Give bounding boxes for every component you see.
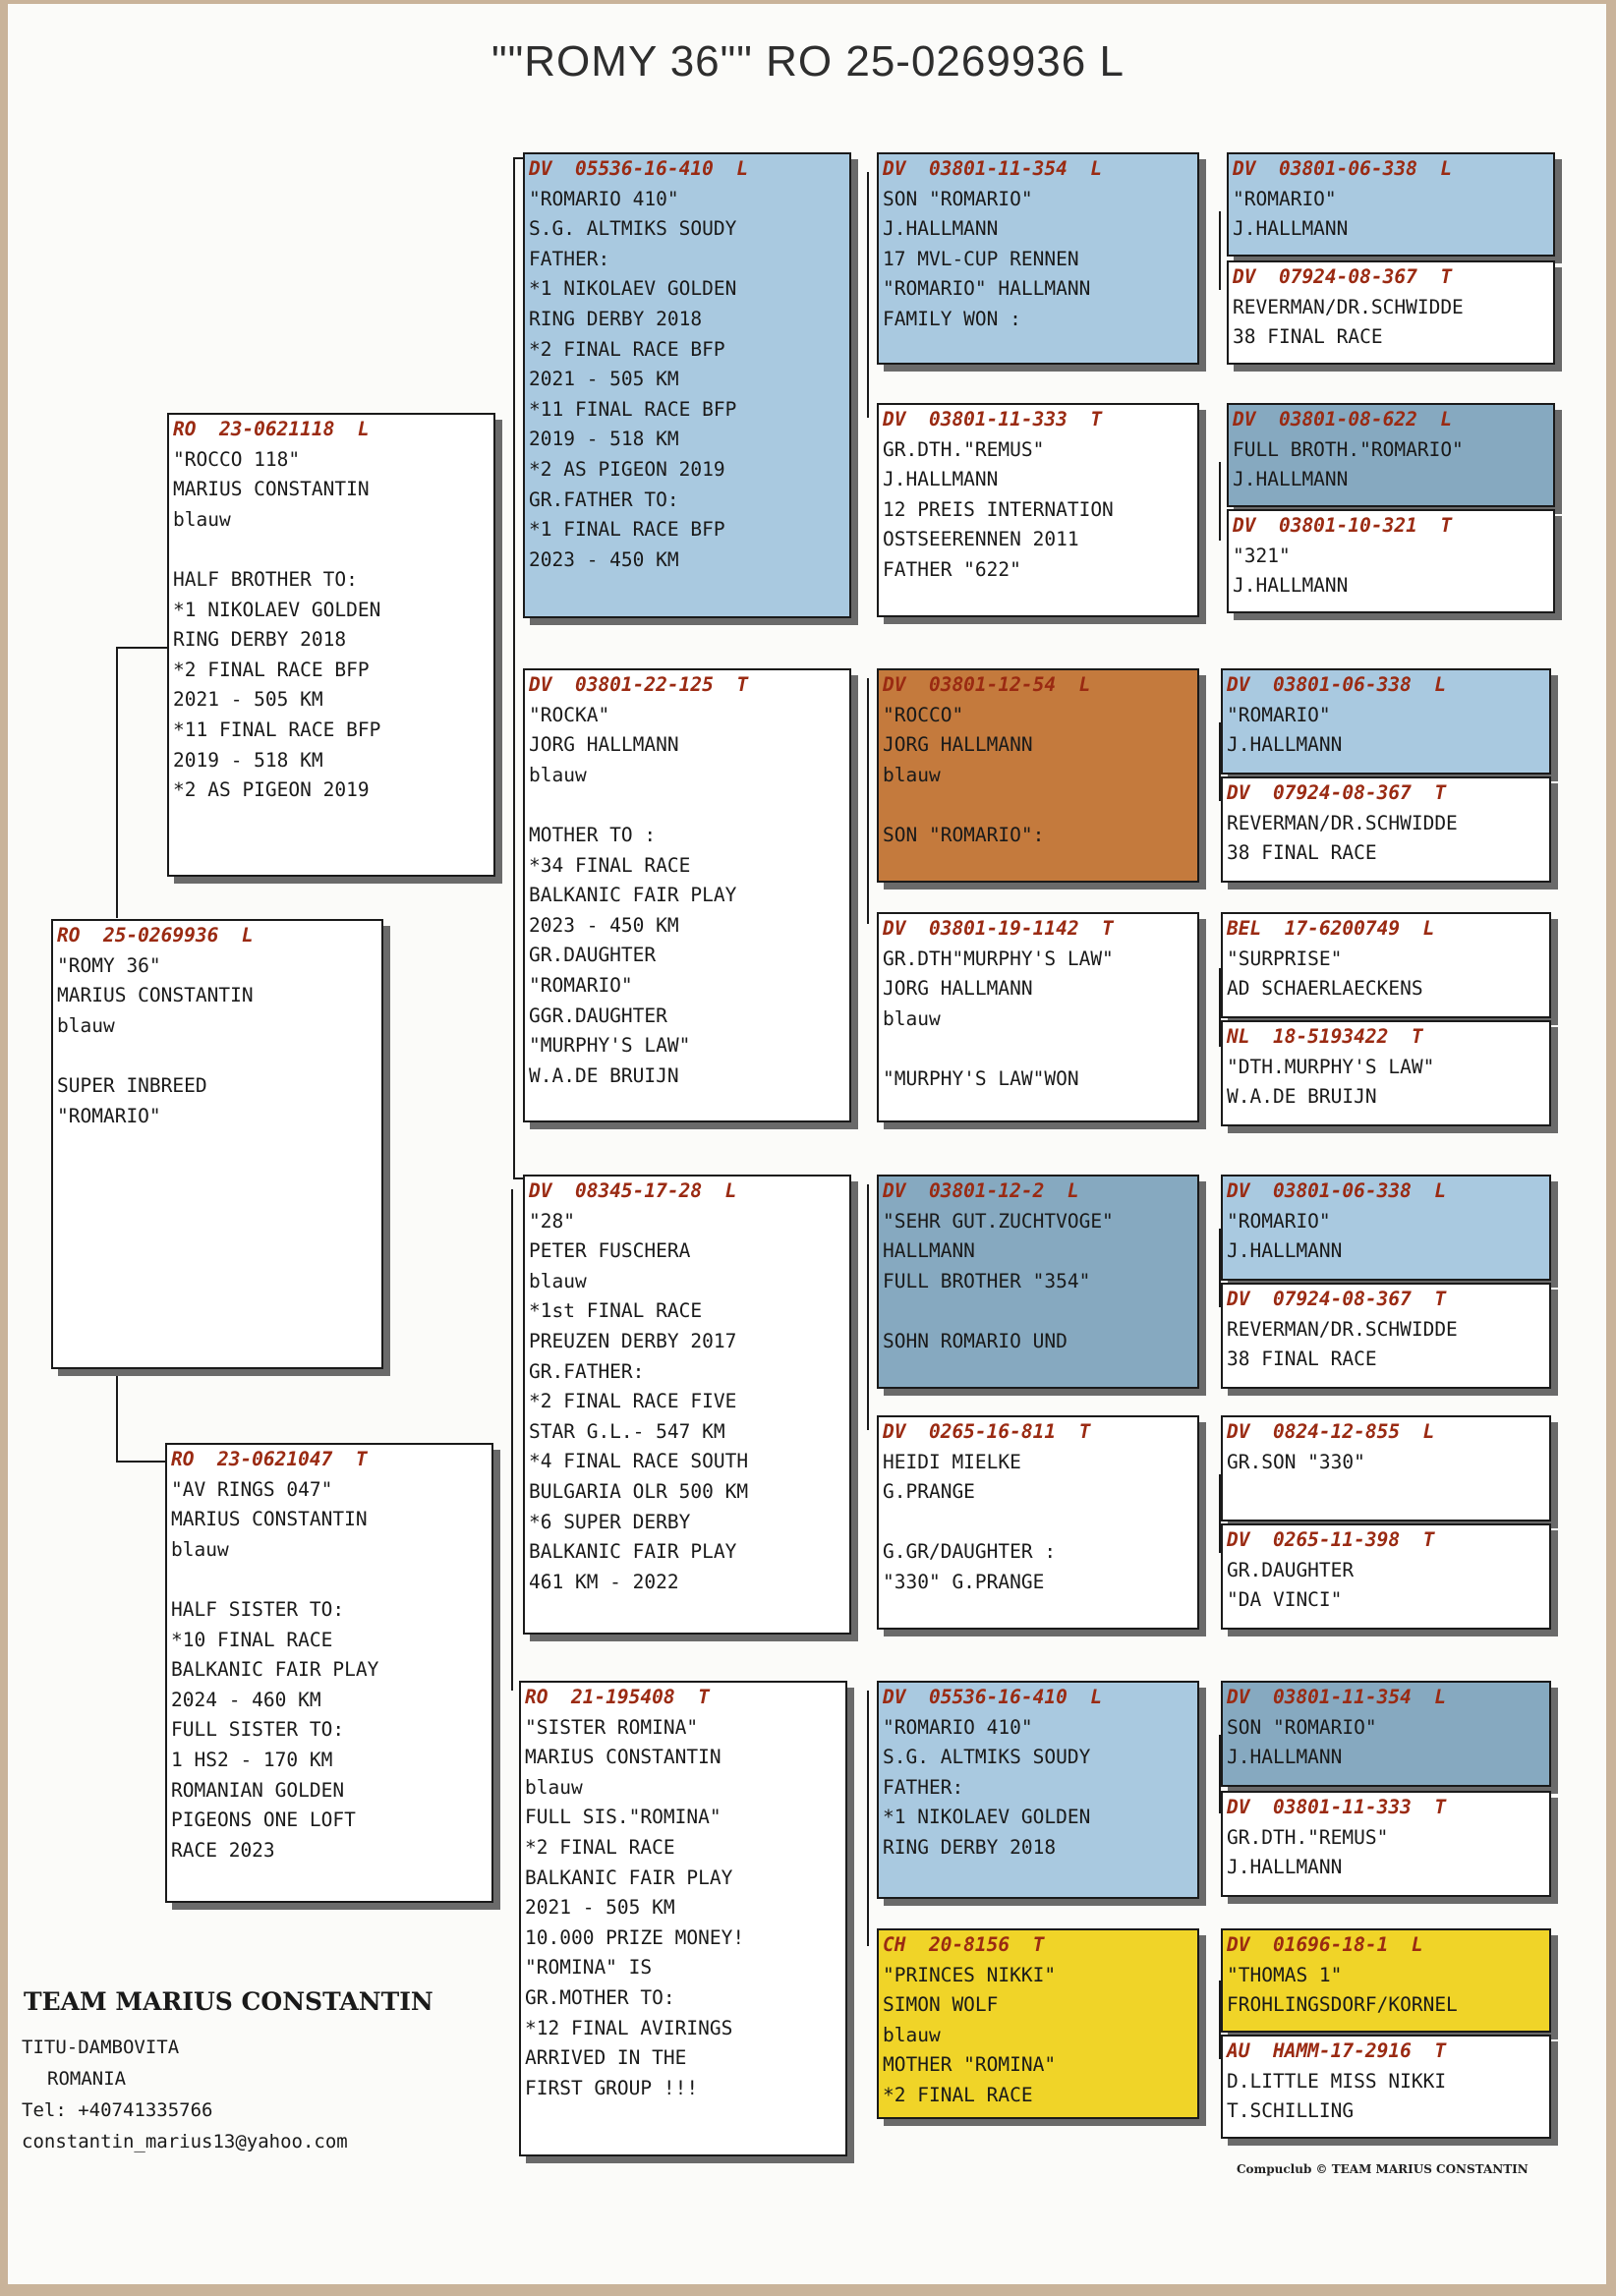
pigeon-card-sire [167, 413, 495, 877]
card-line [525, 790, 849, 821]
card-line: *1st FINAL RACE [529, 1299, 703, 1323]
connector-line [867, 172, 869, 418]
card-line: MARIUS CONSTANTIN [173, 478, 370, 501]
connector-line [116, 647, 118, 918]
card-line: SOHN ROMARIO UND [883, 1329, 1068, 1352]
loft-email: constantin_marius13@yahoo.com [22, 2131, 348, 2152]
card-line: D.LITTLE MISS NIKKI [1227, 2069, 1447, 2093]
connector-line [513, 157, 515, 1179]
ring-number: DV 0824-12-855 L [1227, 1420, 1435, 1443]
card-line: *10 FINAL RACE [171, 1628, 333, 1651]
card-line: PETER FUSCHERA [529, 1239, 691, 1263]
card-line: GR.SON "330" [1227, 1450, 1365, 1473]
card-line: "321" [1233, 544, 1291, 567]
card-line: BALKANIC FAIR PLAY [171, 1658, 379, 1682]
card-line: G.PRANGE [883, 1480, 975, 1504]
card-line: MOTHER TO : [529, 823, 657, 846]
pigeon-card-ssss [1227, 152, 1555, 257]
card-line: *2 FINAL RACE FIVE [529, 1390, 737, 1413]
card-line: W.A.DE BRUIJN [529, 1063, 679, 1087]
ring-number: DV 03801-06-338 L [1233, 157, 1453, 180]
card-line: BULGARIA OLR 500 KM [529, 1479, 749, 1503]
card-line: "ROMARIO" [1233, 187, 1337, 210]
card-line [169, 535, 493, 565]
card-line [1223, 1477, 1549, 1508]
card-line [879, 1034, 1197, 1064]
pigeon-card-sss [877, 152, 1199, 365]
pigeon-card-dddd [1221, 2035, 1551, 2139]
card-line: blauw [173, 507, 231, 531]
card-line: GR.DTH."REMUS" [883, 437, 1045, 461]
pigeon-card-sdsd [1221, 776, 1551, 883]
card-line: *1 NIKOLAEV GOLDEN [883, 1806, 1091, 1829]
ring-number: DV 05536-16-410 L [883, 1686, 1103, 1708]
ring-number: DV 08345-17-28 L [529, 1179, 737, 1202]
card-line: *34 FINAL RACE [529, 853, 691, 877]
loft-country: ROMANIA [47, 2068, 127, 2090]
ring-number: RO 21-195408 T [525, 1686, 710, 1708]
team-name: TEAM MARIUS CONSTANTIN [24, 1987, 433, 2016]
card-line: HALF SISTER TO: [171, 1597, 345, 1621]
card-line: FATHER: [883, 1775, 964, 1799]
card-line: 38 FINAL RACE [1233, 325, 1383, 349]
pigeon-card-dssd [1221, 1283, 1551, 1389]
card-line: FULL BROTHER "354" [883, 1269, 1091, 1292]
card-line: "ROMARIO 410" [529, 187, 679, 210]
pigeon-card-dsdd [1221, 1523, 1551, 1630]
card-line: "SEHR GUT.ZUCHTVOGE" [883, 1209, 1114, 1233]
card-line: REVERMAN/DR.SCHWIDDE [1227, 811, 1458, 834]
card-line: GR.DAUGHTER [529, 944, 657, 967]
card-line: "DA VINCI" [1227, 1588, 1343, 1612]
card-line: SUPER INBREED [57, 1073, 207, 1097]
card-line: "ROMARIO" HALLMANN [883, 277, 1091, 301]
card-line: 2019 - 518 KM [529, 428, 679, 451]
card-line [169, 806, 493, 836]
card-line: GR.DAUGHTER [1227, 1558, 1355, 1581]
card-line: RING DERBY 2018 [883, 1835, 1057, 1859]
card-line: PREUZEN DERBY 2017 [529, 1329, 737, 1352]
pigeon-card-sdss [1221, 668, 1551, 775]
card-line: "ROCKA" [529, 703, 610, 726]
pigeon-card-dsd [877, 1415, 1199, 1630]
card-line: J.HALLMANN [1233, 574, 1349, 598]
ring-number: DV 03801-11-333 T [883, 408, 1103, 430]
card-line: GGR.DAUGHTER [529, 1004, 667, 1027]
ring-number: DV 03801-19-1142 T [883, 917, 1114, 940]
card-line: JORG HALLMANN [883, 733, 1033, 757]
card-line: 2021 - 505 KM [173, 688, 323, 712]
card-line [53, 1041, 381, 1071]
connector-line [116, 1461, 169, 1463]
card-line: 461 KM - 2022 [529, 1570, 679, 1593]
card-line: BALKANIC FAIR PLAY [529, 1540, 737, 1564]
card-line: FROHLINGSDORF/KORNEL [1227, 1993, 1458, 2017]
card-line: "ROMARIO" [529, 973, 633, 997]
card-line: HEIDI MIELKE [883, 1450, 1021, 1473]
pigeon-card-ddsd [1221, 1791, 1551, 1897]
pigeon-card-dss [877, 1175, 1199, 1389]
card-line: "MURPHY'S LAW" [529, 1034, 691, 1058]
card-line [525, 575, 849, 605]
pigeon-card-ddds [1221, 1928, 1551, 2033]
card-line: 12 PREIS INTERNATION [883, 497, 1114, 521]
card-line: "ROMARIO" [1227, 703, 1331, 726]
ring-number: DV 03801-06-338 L [1227, 1179, 1447, 1202]
card-line [167, 1866, 491, 1896]
ring-number: DV 0265-11-398 T [1227, 1528, 1435, 1551]
card-line: *4 FINAL RACE SOUTH [529, 1450, 749, 1473]
card-line: "PRINCES NIKKI" [883, 1963, 1057, 1986]
card-line: "ROMARIO" [57, 1104, 161, 1127]
card-line: HALLMANN [883, 1239, 975, 1263]
card-line: "SISTER ROMINA" [525, 1715, 699, 1739]
card-line: J.HALLMANN [1227, 1746, 1343, 1769]
card-line: "ROMY 36" [57, 953, 161, 977]
ring-number: DV 07924-08-367 T [1227, 1288, 1447, 1310]
pigeon-card-dam [165, 1443, 493, 1903]
card-line: FULL BROTH."ROMARIO" [1233, 437, 1464, 461]
card-line: "DTH.MURPHY'S LAW" [1227, 1055, 1435, 1078]
card-line: GR.MOTHER TO: [525, 1985, 675, 2009]
ring-number: DV 03801-11-354 L [883, 157, 1103, 180]
card-line: "ROMARIO 410" [883, 1715, 1033, 1739]
card-line: SIMON WOLF [883, 1993, 999, 2017]
loft-phone: Tel: +40741335766 [22, 2099, 213, 2121]
pigeon-card-dd [519, 1681, 847, 2156]
card-line: blauw [57, 1013, 115, 1037]
card-line: 2023 - 450 KM [529, 547, 679, 571]
card-line: "THOMAS 1" [1227, 1963, 1343, 1986]
card-line: *2 FINAL RACE BFP [173, 658, 370, 681]
card-line: blauw [529, 1269, 587, 1292]
card-line: J.HALLMANN [1227, 1856, 1343, 1879]
card-line: *11 FINAL RACE BFP [173, 718, 381, 741]
card-line: J.HALLMANN [1233, 217, 1349, 241]
ring-number: DV 01696-18-1 L [1227, 1933, 1423, 1956]
pigeon-card-sdd [877, 912, 1199, 1122]
connector-line [511, 1189, 513, 1691]
card-line: 10.000 PRIZE MONEY! [525, 1925, 745, 1949]
card-line: S.G. ALTMIKS SOUDY [529, 217, 737, 241]
card-line: MARIUS CONSTANTIN [171, 1508, 368, 1531]
card-line [879, 1508, 1197, 1538]
ring-number: DV 03801-22-125 T [529, 673, 749, 696]
card-line: J.HALLMANN [883, 217, 999, 241]
card-line: 38 FINAL RACE [1227, 1348, 1377, 1371]
card-line: RACE 2023 [171, 1838, 275, 1862]
card-line: *2 FINAL RACE [883, 2083, 1033, 2106]
card-line: AD SCHAERLAECKENS [1227, 977, 1423, 1001]
card-line: *1 NIKOLAEV GOLDEN [173, 598, 381, 621]
card-line: REVERMAN/DR.SCHWIDDE [1227, 1317, 1458, 1341]
ring-number: DV 05536-16-410 L [529, 157, 749, 180]
card-line: "MURPHY'S LAW"WON [883, 1066, 1079, 1090]
pigeon-card-dsss [1221, 1175, 1551, 1281]
card-line: "SURPRISE" [1227, 947, 1343, 970]
ring-number: DV 03801-08-622 L [1233, 408, 1453, 430]
pigeon-card-ssd [877, 403, 1199, 617]
card-line: G.GR/DAUGHTER : [883, 1540, 1057, 1564]
card-line: RING DERBY 2018 [173, 628, 347, 652]
card-line: blauw [883, 1006, 941, 1030]
card-line: *2 FINAL RACE BFP [529, 337, 725, 361]
card-line: GR.FATHER TO: [529, 488, 679, 511]
connector-line [116, 647, 169, 649]
pigeon-card-ssdd [1227, 509, 1555, 613]
pigeon-card-ss [523, 152, 851, 618]
ring-number: DV 03801-11-354 L [1227, 1686, 1447, 1708]
card-line: FAMILY WON : [883, 307, 1021, 330]
connector-line [867, 678, 869, 924]
ring-number: DV 07924-08-367 T [1227, 781, 1447, 804]
card-line [521, 2103, 845, 2134]
card-line: STAR G.L.- 547 KM [529, 1419, 725, 1443]
card-line [879, 790, 1197, 821]
card-line: ARRIVED IN THE [525, 2046, 687, 2070]
card-line [879, 1296, 1197, 1327]
card-line: MOTHER "ROMINA" [883, 2053, 1057, 2077]
card-line: BALKANIC FAIR PLAY [529, 884, 737, 907]
card-line: MARIUS CONSTANTIN [57, 984, 254, 1007]
card-line: 2021 - 505 KM [529, 368, 679, 391]
ring-number: CH 20-8156 T [883, 1933, 1045, 1956]
card-line: "ROCCO" [883, 703, 964, 726]
card-line: *1 NIKOLAEV GOLDEN [529, 277, 737, 301]
card-line: SON "ROMARIO" [883, 187, 1033, 210]
pigeon-card-ddss [1221, 1681, 1551, 1787]
pigeon-card-subject [51, 919, 383, 1369]
card-line: JORG HALLMANN [529, 733, 679, 757]
card-line: 17 MVL-CUP RENNEN [883, 247, 1079, 270]
card-line: FATHER: [529, 247, 610, 270]
pigeon-card-dsds [1221, 1415, 1551, 1521]
card-line: blauw [171, 1537, 229, 1561]
pigeon-card-dds [877, 1681, 1199, 1899]
card-line: FULL SISTER TO: [171, 1718, 345, 1742]
card-line [525, 1597, 849, 1628]
card-line: REVERMAN/DR.SCHWIDDE [1233, 295, 1464, 318]
card-line: HALF BROTHER TO: [173, 567, 358, 591]
card-line: T.SCHILLING [1227, 2099, 1355, 2123]
card-line: *6 SUPER DERBY [529, 1510, 691, 1533]
ring-number: DV 03801-12-54 L [883, 673, 1091, 696]
ring-number: RO 23-0621118 L [173, 418, 370, 440]
pigeon-card-sds [877, 668, 1199, 883]
card-line: "330" G.PRANGE [883, 1570, 1045, 1593]
card-line: GR.FATHER: [529, 1359, 645, 1383]
card-line: FULL SIS."ROMINA" [525, 1806, 721, 1829]
pigeon-card-ds [523, 1175, 851, 1635]
pigeon-card-sddd [1221, 1020, 1551, 1126]
card-line: 1 HS2 - 170 KM [171, 1748, 333, 1771]
card-line: OSTSEERENNEN 2011 [883, 528, 1079, 551]
ring-number: DV 03801-12-2 L [883, 1179, 1079, 1202]
ring-number: AU HAMM-17-2916 T [1227, 2039, 1447, 2062]
card-line: RING DERBY 2018 [529, 307, 703, 330]
card-line: SON "ROMARIO": [883, 823, 1045, 846]
card-line: W.A.DE BRUIJN [1227, 1085, 1377, 1109]
card-line: 2024 - 460 KM [171, 1688, 321, 1711]
card-line: FATHER "622" [883, 557, 1021, 581]
card-line: J.HALLMANN [1233, 468, 1349, 491]
card-line: blauw [529, 763, 587, 786]
footer-credit: Compuclub © TEAM MARIUS CONSTANTIN [1237, 2162, 1529, 2176]
card-line: S.G. ALTMIKS SOUDY [883, 1746, 1091, 1769]
card-line: "28" [529, 1209, 575, 1233]
card-line: BALKANIC FAIR PLAY [525, 1866, 733, 1889]
connector-line [1219, 462, 1221, 541]
ring-number: DV 03801-11-333 T [1227, 1796, 1447, 1818]
card-line: SON "ROMARIO" [1227, 1715, 1377, 1739]
ring-number: RO 23-0621047 T [171, 1448, 368, 1470]
card-line: 2021 - 505 KM [525, 1896, 675, 1920]
card-line: ROMANIAN GOLDEN [171, 1778, 345, 1802]
card-line: "ROMARIO" [1227, 1209, 1331, 1233]
connector-line [867, 1691, 869, 1946]
connector-line [867, 1184, 869, 1430]
card-line: blauw [525, 1775, 583, 1799]
connector-line [116, 1362, 118, 1461]
card-line: J.HALLMANN [883, 468, 999, 491]
card-line: J.HALLMANN [1227, 733, 1343, 757]
connector-line [1219, 211, 1221, 290]
pigeon-card-sdds [1221, 912, 1551, 1018]
loft-city: TITU-DAMBOVITA [22, 2037, 180, 2058]
card-line: "ROCCO 118" [173, 447, 301, 471]
card-line: J.HALLMANN [1227, 1239, 1343, 1263]
card-line: 38 FINAL RACE [1227, 841, 1377, 865]
card-line: MARIUS CONSTANTIN [525, 1746, 721, 1769]
card-line: blauw [883, 763, 941, 786]
card-line: *1 FINAL RACE BFP [529, 518, 725, 542]
card-line: *2 FINAL RACE [525, 1835, 675, 1859]
ring-number: DV 0265-16-811 T [883, 1420, 1091, 1443]
card-line: GR.DTH."REMUS" [1227, 1825, 1389, 1849]
card-line: "ROMINA" IS [525, 1956, 653, 1980]
card-line: 2019 - 518 KM [173, 748, 323, 772]
card-line: blauw [883, 2023, 941, 2046]
ring-number: NL 18-5193422 T [1227, 1025, 1423, 1048]
ring-number: RO 25-0269936 L [57, 924, 254, 947]
card-line: FIRST GROUP !!! [525, 2076, 699, 2099]
pigeon-card-ssds [1227, 403, 1555, 507]
card-line: *12 FINAL AVIRINGS [525, 2016, 733, 2039]
card-line: GR.DTH"MURPHY'S LAW" [883, 947, 1114, 970]
pigeon-card-sd [523, 668, 851, 1122]
card-line: *11 FINAL RACE BFP [529, 397, 737, 421]
pigeon-card-ddd [877, 1928, 1199, 2119]
ring-number: BEL 17-6200749 L [1227, 917, 1435, 940]
card-line: *2 AS PIGEON 2019 [173, 778, 370, 802]
ring-number: DV 03801-10-321 T [1233, 514, 1453, 537]
ring-number: DV 03801-06-338 L [1227, 673, 1447, 696]
pigeon-card-sssd [1227, 260, 1555, 365]
card-line: "AV RINGS 047" [171, 1477, 333, 1501]
card-line: PIGEONS ONE LOFT [171, 1808, 356, 1832]
card-line: 2023 - 450 KM [529, 913, 679, 937]
card-line: JORG HALLMANN [883, 977, 1033, 1001]
page-title: ""ROMY 36"" RO 25-0269936 L [491, 37, 1125, 86]
card-line: *2 AS PIGEON 2019 [529, 457, 725, 481]
ring-number: DV 07924-08-367 T [1233, 265, 1453, 288]
card-line [167, 1565, 491, 1595]
